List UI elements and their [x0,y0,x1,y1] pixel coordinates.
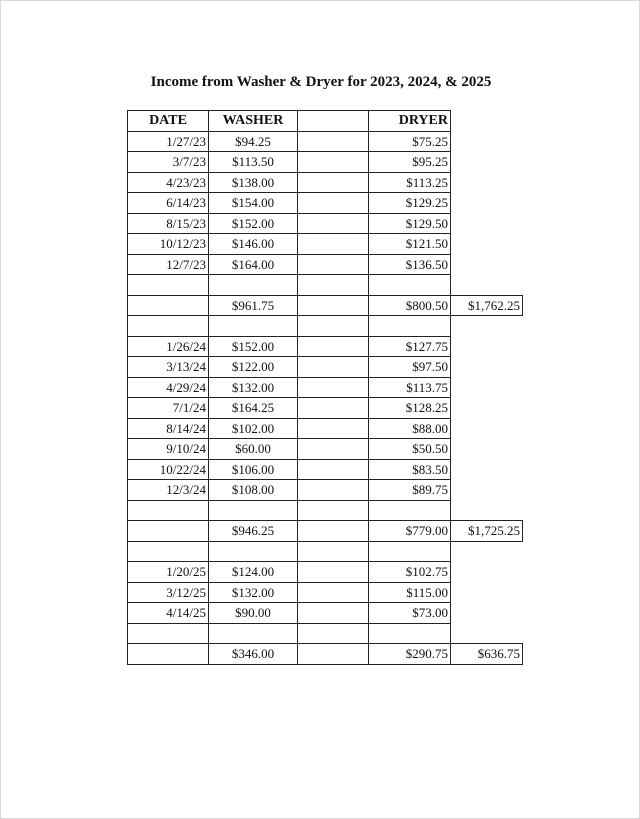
dryer-cell: $113.25 [369,172,451,193]
table-row [128,562,523,583]
empty-cell [451,377,523,398]
dryer-cell: $128.25 [369,398,451,419]
date-cell: 3/13/24 [128,357,209,378]
date-cell: 4/23/23 [128,172,209,193]
blank-cell [369,316,451,337]
dryer-total: $779.00 [369,521,451,542]
table-row [128,172,523,193]
empty-cell [451,234,523,255]
empty-cell [451,541,523,562]
dryer-cell: $88.00 [369,418,451,439]
washer-cell: $124.00 [209,562,298,583]
spacer-cell [298,213,369,234]
income-table [127,110,523,665]
spacer-cell [298,152,369,173]
spacer-cell [298,131,369,152]
date-cell: 9/10/24 [128,439,209,460]
combined-total: $1,762.25 [451,295,523,316]
washer-cell: $132.00 [209,582,298,603]
blank-cell [298,541,369,562]
empty-cell [451,336,523,357]
washer-cell: $152.00 [209,336,298,357]
washer-cell: $90.00 [209,603,298,624]
dryer-cell: $95.25 [369,152,451,173]
date-cell: 3/7/23 [128,152,209,173]
date-cell: 1/26/24 [128,336,209,357]
date-cell: 12/3/24 [128,480,209,501]
blank-cell [128,500,209,521]
dryer-cell: $50.50 [369,439,451,460]
date-cell: 1/20/25 [128,562,209,583]
table-row [128,152,523,173]
spacer-cell [298,644,369,665]
blank-cell [209,541,298,562]
empty-cell [451,500,523,521]
header-row [128,111,523,132]
spacer-cell [298,193,369,214]
date-cell: 1/27/23 [128,131,209,152]
dryer-cell: $73.00 [369,603,451,624]
spacer-cell [298,111,369,132]
spacer-cell [298,603,369,624]
washer-cell: $154.00 [209,193,298,214]
blank-cell [298,316,369,337]
washer-cell: $138.00 [209,172,298,193]
date-header: DATE [128,111,209,132]
date-cell: 8/15/23 [128,213,209,234]
table-row [128,459,523,480]
blank-cell [128,623,209,644]
washer-cell: $152.00 [209,213,298,234]
empty-cell [451,357,523,378]
blank-row [128,541,523,562]
blank-cell [298,500,369,521]
washer-cell: $164.00 [209,254,298,275]
empty-cell [451,254,523,275]
spacer-cell [298,459,369,480]
table-row [128,234,523,255]
dryer-cell: $113.75 [369,377,451,398]
blank-cell [128,295,209,316]
spacer-cell [298,336,369,357]
spacer-cell [298,480,369,501]
dryer-total: $800.50 [369,295,451,316]
dryer-cell: $83.50 [369,459,451,480]
empty-cell [451,562,523,583]
spacer-cell [298,521,369,542]
page-title: Income from Washer & Dryer for 2023, 2024, & 2025 [150,74,492,90]
date-cell: 4/14/25 [128,603,209,624]
date-cell: 3/12/25 [128,582,209,603]
blank-cell [369,623,451,644]
blank-cell [128,541,209,562]
income-table-body [128,111,523,665]
date-cell: 10/22/24 [128,459,209,480]
dryer-cell: $102.75 [369,562,451,583]
date-cell: 8/14/24 [128,418,209,439]
totals-row [128,295,523,316]
blank-cell [209,623,298,644]
dryer-header: DRYER [369,111,451,132]
blank-cell [128,275,209,296]
dryer-cell: $75.25 [369,131,451,152]
spacer-cell [298,172,369,193]
table-row [128,480,523,501]
dryer-cell: $89.75 [369,480,451,501]
empty-cell [451,623,523,644]
table-row [128,439,523,460]
date-cell: 6/14/23 [128,193,209,214]
empty-cell [451,603,523,624]
blank-cell [369,275,451,296]
blank-row [128,275,523,296]
table-row [128,336,523,357]
totals-row [128,644,523,665]
washer-cell: $108.00 [209,480,298,501]
blank-cell [369,541,451,562]
empty-cell [451,275,523,296]
washer-cell: $60.00 [209,439,298,460]
date-cell: 12/7/23 [128,254,209,275]
empty-cell [451,193,523,214]
spacer-cell [298,377,369,398]
dryer-cell: $115.00 [369,582,451,603]
table-row [128,582,523,603]
spacer-cell [298,562,369,583]
spacer-cell [298,234,369,255]
empty-cell [451,172,523,193]
empty-cell [451,316,523,337]
washer-cell: $113.50 [209,152,298,173]
blank-cell [128,644,209,665]
empty-cell [451,213,523,234]
dryer-cell: $97.50 [369,357,451,378]
spacer-cell [298,254,369,275]
spacer-cell [298,398,369,419]
spacer-cell [298,357,369,378]
table-row [128,213,523,234]
blank-cell [298,275,369,296]
blank-row [128,500,523,521]
dryer-total: $290.75 [369,644,451,665]
blank-cell [209,316,298,337]
spacer-cell [298,439,369,460]
table-row [128,418,523,439]
washer-total: $346.00 [209,644,298,665]
table-row [128,603,523,624]
combined-total: $1,725.25 [451,521,523,542]
washer-cell: $146.00 [209,234,298,255]
spacer-cell [298,418,369,439]
blank-cell [369,500,451,521]
table-row [128,357,523,378]
empty-cell [451,459,523,480]
dryer-cell: $127.75 [369,336,451,357]
empty-cell [451,439,523,460]
date-cell: 7/1/24 [128,398,209,419]
washer-total: $961.75 [209,295,298,316]
washer-cell: $102.00 [209,418,298,439]
dryer-cell: $129.50 [369,213,451,234]
combined-total: $636.75 [451,644,523,665]
empty-cell [451,582,523,603]
blank-row [128,316,523,337]
blank-cell [298,623,369,644]
blank-cell [128,521,209,542]
washer-cell: $106.00 [209,459,298,480]
washer-cell: $132.00 [209,377,298,398]
washer-cell: $164.25 [209,398,298,419]
washer-cell: $122.00 [209,357,298,378]
blank-cell [128,316,209,337]
spacer-cell [298,295,369,316]
empty-cell [451,418,523,439]
empty-cell [451,131,523,152]
table-row [128,193,523,214]
date-cell: 10/12/23 [128,234,209,255]
table-row [128,398,523,419]
table-row [128,254,523,275]
blank-cell [209,500,298,521]
blank-row [128,623,523,644]
empty-cell [451,398,523,419]
washer-cell: $94.25 [209,131,298,152]
dryer-cell: $121.50 [369,234,451,255]
dryer-cell: $129.25 [369,193,451,214]
dryer-cell: $136.50 [369,254,451,275]
spacer-cell [298,582,369,603]
table-row [128,131,523,152]
washer-total: $946.25 [209,521,298,542]
date-cell: 4/29/24 [128,377,209,398]
empty-cell [451,152,523,173]
totals-row [128,521,523,542]
washer-header: WASHER [209,111,298,132]
empty-cell [451,480,523,501]
table-row [128,377,523,398]
blank-cell [209,275,298,296]
empty-cell [451,111,523,132]
